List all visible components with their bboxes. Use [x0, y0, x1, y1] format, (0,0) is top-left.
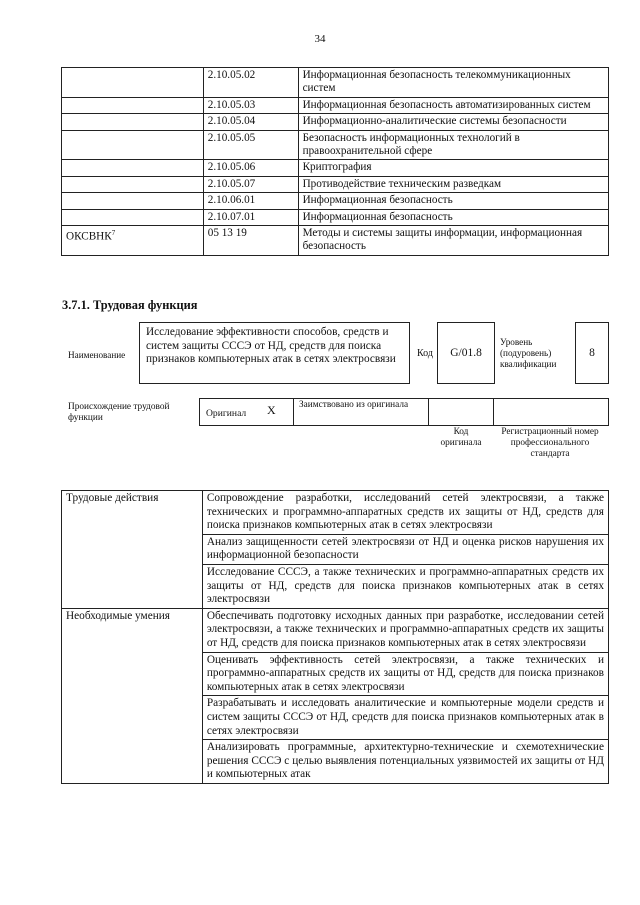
skill-item: Оценивать эффективность сетей электросвязи, а также технических и программно-аппаратных средств их защиты от НД, средств для поиска признаков компьютерных атак в сетях электросвязи — [202, 652, 608, 696]
origin-divider — [428, 398, 429, 426]
actions-label: Трудовые действия — [62, 491, 203, 609]
section-title: 3.7.1. Трудовая функция — [62, 298, 198, 312]
skill-item: Анализировать программные, архитектурно-технические и схемотехнические решения СССЭ с целью выявления потенциальных уязвимостей их защиты от НД и компьютерных атак — [202, 740, 608, 784]
table-row: ОКСВНК$^7$ 05 13 19 Методы и системы защиты информации, информационная безопасность — [62, 226, 609, 256]
skill-item: Разрабатывать и исследовать аналитические и компьютерные модели средств и систем защиты СССЭ от НД, средств для поиска признаков компьютерных атак в сетях электросвязи — [202, 696, 608, 740]
original-mark: X — [267, 403, 276, 417]
table-row: 2.10.05.07 Противодействие техническим разведкам — [62, 176, 609, 192]
table-row: 2.10.05.06 Криптография — [62, 160, 609, 176]
codes-table — [61, 67, 609, 256]
function-details-table — [61, 490, 609, 784]
table-row: 2.10.05.03 Информационная безопасность автоматизированных систем — [62, 97, 609, 113]
skills-label: Необходимые умения — [62, 608, 203, 783]
level-value: 8 — [589, 347, 595, 359]
code-original-label: Код оригинала — [440, 427, 482, 448]
name-box — [139, 322, 410, 384]
origin-divider — [493, 398, 494, 426]
footnote-ref: 7 — [111, 229, 116, 238]
name-value: Исследование эффективности способов, средств и систем защиты СССЭ от НД, средств для поиска признаков компьютерных атак в сетях электросвязи — [146, 326, 396, 366]
table-row: 2.10.07.01 Информационная безопасность — [62, 209, 609, 225]
table-row: 2.10.06.01 Информационная безопасность — [62, 193, 609, 209]
origin-divider — [293, 398, 294, 426]
skill-item: Обеспечивать подготовку исходных данных при разработке, исследовании сетей электросвязи, а также технических и программно-аппаратных средств их защиты от НД, средств для поиска признаков компьютерных атак в сетях электросвязи — [202, 608, 608, 652]
table-row — [62, 608, 609, 652]
name-label: Наименование — [68, 350, 126, 360]
page-number: 34 — [314, 33, 326, 45]
borrowed-label: Заимствовано из оригинала — [299, 400, 409, 410]
reg-number-label: Регистрационный номер профессионального стандарта — [501, 427, 599, 459]
origin-label: Происхождение трудовой функции — [68, 402, 170, 423]
level-box — [575, 322, 609, 384]
table-row: 2.10.05.02 Информационная безопасность телекоммуникационных систем — [62, 68, 609, 98]
original-label: Оригинал — [206, 408, 247, 419]
table-row — [62, 491, 609, 535]
table-row: 2.10.05.05 Безопасность информационных технологий в правоохранительной сфере — [62, 130, 609, 160]
code-label: Код — [417, 348, 433, 359]
action-item: Сопровождение разработки, исследований сетей электросвязи, а также технических и программно-аппаратных средств их защиты от НД, средств для поиска признаков компьютерных атак в сетях электросвязи — [202, 491, 608, 535]
classifier-name: ОКСВНК — [66, 230, 112, 243]
code-value: G/01.8 — [450, 347, 482, 359]
action-item: Анализ защищенности сетей электросвязи от НД и оценка рисков нарушения их информационной безопасности — [202, 534, 608, 564]
code-box — [437, 322, 495, 384]
level-label: Уровень (подуровень) квалификации — [500, 337, 557, 369]
action-item: Исследование СССЭ, а также технических и программно-аппаратных средств их защиты от НД, средств для поиска признаков компьютерных атак в сетях электросвязи — [202, 564, 608, 608]
table-row: 2.10.05.04 Информационно-аналитические системы безопасности — [62, 114, 609, 130]
